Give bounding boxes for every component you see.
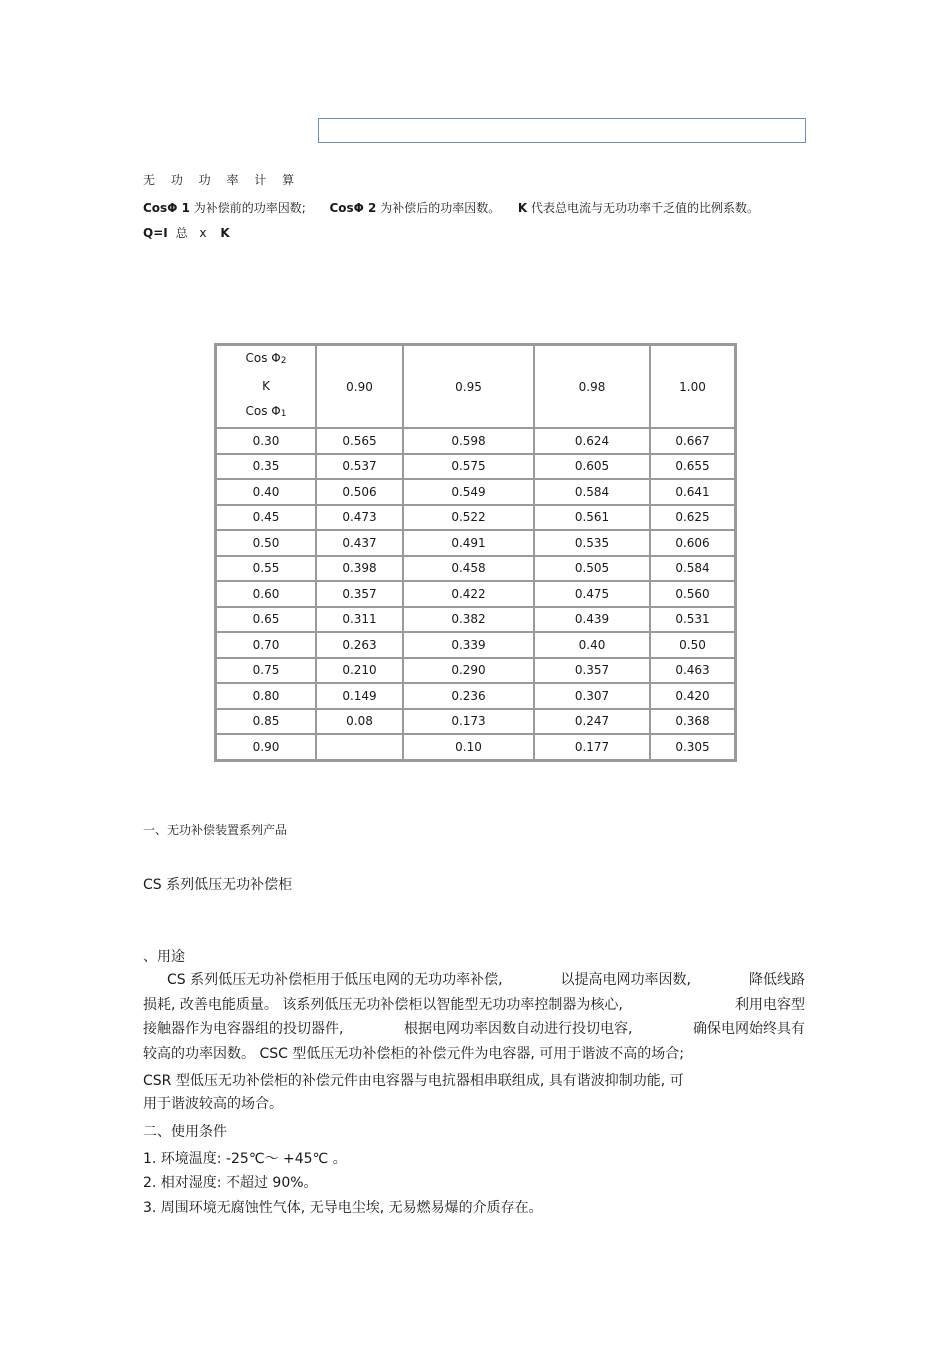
header-col: 1.00	[650, 345, 735, 428]
k-value-cell: 0.458	[403, 556, 534, 582]
formula-k: K	[220, 226, 230, 240]
k-value-cell: 0.420	[650, 683, 735, 709]
k-value-cell: 0.437	[316, 530, 403, 556]
k-value-cell: 0.565	[316, 428, 403, 454]
k-value-cell: 0.305	[650, 734, 735, 760]
k-value-cell: 0.624	[534, 428, 650, 454]
condition-item: 3. 周围环境无腐蚀性气体, 无导电尘埃, 无易燃易爆的介质存在。	[143, 1200, 543, 1216]
row-cos1-cell: 0.75	[216, 658, 316, 684]
k-value-cell: 0.422	[403, 581, 534, 607]
k-value-cell: 0.584	[534, 479, 650, 505]
k-value-cell: 0.311	[316, 607, 403, 633]
condition-item: 1. 环境温度: -25℃～ +45℃ 。	[143, 1151, 347, 1167]
row-cos1-cell: 0.70	[216, 632, 316, 658]
k-value-cell: 0.537	[316, 454, 403, 480]
table-row	[216, 658, 735, 684]
k-value-cell: 0.177	[534, 734, 650, 760]
k-factor-table	[214, 343, 737, 762]
k-value-cell: 0.475	[534, 581, 650, 607]
usage-paragraph	[143, 968, 805, 1114]
product-title: CS 系列低压无功补偿柜	[143, 877, 293, 893]
k-value-cell: 0.50	[650, 632, 735, 658]
row-cos1-cell: 0.55	[216, 556, 316, 582]
k-value-cell: 0.506	[316, 479, 403, 505]
k-value-cell: 0.149	[316, 683, 403, 709]
k-value-cell: 0.290	[403, 658, 534, 684]
condition-item: 2. 相对湿度: 不超过 90%。	[143, 1175, 318, 1191]
row-cos1-cell: 0.50	[216, 530, 316, 556]
table-row	[216, 530, 735, 556]
table-corner-cell	[216, 345, 316, 428]
table-row	[216, 607, 735, 633]
k-value-cell: 0.522	[403, 505, 534, 531]
table-row	[216, 556, 735, 582]
header-col: 0.90	[316, 345, 403, 428]
usage-line: CSR 型低压无功补偿柜的补偿元件由电容器与电抗器相串联组成, 具有谐波抑制功能, 可	[143, 1073, 684, 1089]
row-cos1-cell: 0.80	[216, 683, 316, 709]
row-cos1-cell: 0.90	[216, 734, 316, 760]
k-value-cell: 0.655	[650, 454, 735, 480]
k-value-cell: 0.667	[650, 428, 735, 454]
formula-q: Q=I	[143, 226, 168, 240]
formula-total: 总	[175, 226, 188, 240]
k-value-cell	[316, 734, 403, 760]
table-header-row	[216, 345, 735, 428]
cos1-text: 为补偿前的功率因数;	[189, 201, 306, 215]
header-k: K	[262, 379, 270, 393]
k-value-cell: 0.463	[650, 658, 735, 684]
k-value-cell: 0.439	[534, 607, 650, 633]
k-value-cell: 0.605	[534, 454, 650, 480]
cos2-text: 为补偿后的功率因数。	[376, 201, 501, 215]
header-cos1: Cos $\Phi_1$	[245, 404, 287, 419]
cos2-phi: Φ 2	[353, 201, 377, 215]
k-value-cell: 0.561	[534, 505, 650, 531]
cos2-label: Cos	[329, 201, 354, 215]
k-value-cell: 0.382	[403, 607, 534, 633]
k-value-cell: 0.10	[403, 734, 534, 760]
blank-input-box	[318, 118, 806, 143]
k-value-cell: 0.357	[534, 658, 650, 684]
k-value-cell: 0.247	[534, 709, 650, 735]
section1-title: 一、无功补偿装置系列产品	[143, 823, 288, 837]
row-cos1-cell: 0.30	[216, 428, 316, 454]
k-value-cell: 0.339	[403, 632, 534, 658]
k-value-cell: 0.236	[403, 683, 534, 709]
k-value-cell: 0.398	[316, 556, 403, 582]
k-value-cell: 0.307	[534, 683, 650, 709]
k-value-cell: 0.368	[650, 709, 735, 735]
table-row	[216, 428, 735, 454]
k-value-cell: 0.535	[534, 530, 650, 556]
k-value-cell: 0.263	[316, 632, 403, 658]
usage-line: CS 系列低压无功补偿柜用于低压电网的无功功率补偿, 以提高电网功率因数, 降低线路	[167, 972, 805, 988]
table-row	[216, 632, 735, 658]
k-value-cell: 0.473	[316, 505, 403, 531]
usage-line: 接触器作为电容器组的投切器件, 根据电网功率因数自动进行投切电容, 确保电网始终具有	[143, 1021, 805, 1037]
table-row	[216, 709, 735, 735]
definitions-line	[143, 199, 759, 216]
table-row	[216, 479, 735, 505]
cos1-phi: Φ 1	[167, 201, 190, 215]
row-cos1-cell: 0.60	[216, 581, 316, 607]
k-value-cell: 0.606	[650, 530, 735, 556]
usage-line: 较高的功率因数。 CSC 型低压无功补偿柜的补偿元件为电容器, 可用于谐波不高的场合;	[143, 1045, 684, 1062]
usage-line: 用于谐波较高的场合。	[143, 1095, 283, 1112]
table-row	[216, 581, 735, 607]
k-value-cell: 0.491	[403, 530, 534, 556]
k-value-cell: 0.173	[403, 709, 534, 735]
table-row	[216, 683, 735, 709]
k-value-cell: 0.08	[316, 709, 403, 735]
k-value-cell: 0.641	[650, 479, 735, 505]
table-row	[216, 505, 735, 531]
cos1-label: Cos	[143, 201, 168, 215]
k-value-cell: 0.625	[650, 505, 735, 531]
table-row	[216, 454, 735, 480]
formula-line	[143, 224, 230, 241]
row-cos1-cell: 0.45	[216, 505, 316, 531]
k-text: 代表总电流与无功功率千乏值的比例系数。	[527, 201, 760, 215]
k-value-cell: 0.598	[403, 428, 534, 454]
row-cos1-cell: 0.85	[216, 709, 316, 735]
header-cos2: Cos $\Phi_2$	[245, 351, 287, 366]
conditions-title: 二、使用条件	[143, 1124, 227, 1140]
formula-x: x	[199, 226, 207, 240]
usage-line: 损耗, 改善电能质量。 该系列低压无功补偿柜以智能型无功功率控制器为核心, 利用电容型	[143, 996, 805, 1013]
row-cos1-cell: 0.40	[216, 479, 316, 505]
k-value-cell: 0.505	[534, 556, 650, 582]
k-value-cell: 0.357	[316, 581, 403, 607]
header-col: 0.98	[534, 345, 650, 428]
k-value-cell: 0.210	[316, 658, 403, 684]
k-value-cell: 0.584	[650, 556, 735, 582]
row-cos1-cell: 0.65	[216, 607, 316, 633]
k-value-cell: 0.40	[534, 632, 650, 658]
k-value-cell: 0.560	[650, 581, 735, 607]
k-value-cell: 0.549	[403, 479, 534, 505]
k-label: K	[517, 201, 528, 215]
k-value-cell: 0.531	[650, 607, 735, 633]
table-row	[216, 734, 735, 760]
header-col: 0.95	[403, 345, 534, 428]
k-value-cell: 0.575	[403, 454, 534, 480]
row-cos1-cell: 0.35	[216, 454, 316, 480]
usage-title: 、用途	[143, 949, 185, 965]
calc-heading: 无 功 功 率 计 算	[143, 173, 301, 187]
